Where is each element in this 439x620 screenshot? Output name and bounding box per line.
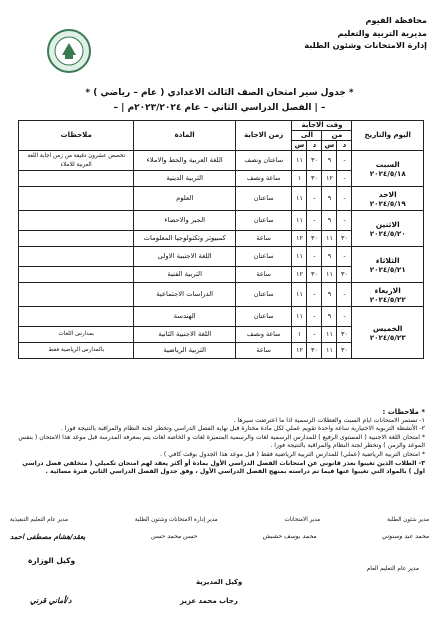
duration-cell: ساعة: [235, 267, 292, 283]
from-minutes-cell: -: [337, 187, 352, 211]
notes-cell: [19, 247, 134, 267]
to-hours-cell: ١: [292, 327, 307, 343]
day-date: ٢٠٢٤/٥/١٩: [369, 198, 406, 208]
duration-cell: ساعة ونصف: [235, 171, 292, 187]
from-minutes-cell: -: [337, 211, 352, 231]
notes-cell: [19, 231, 134, 247]
notes-cell: [19, 171, 134, 187]
subject-cell: اللغة العربية والخط والاملاء: [134, 151, 236, 171]
col-header-time: وقت الاجابة: [292, 121, 352, 131]
table-row: [19, 151, 424, 171]
day-name: الاربعاء: [374, 285, 401, 295]
from-hours-cell: ١٢: [322, 171, 337, 187]
signature-name: حسن محمد حسن: [150, 533, 198, 540]
note-item: * امتحان التربية الرياضية (عملي) للمدارس التربية الرياضية فقط ( قبل موعد هذا الجدول بوقت كافي ) .: [159, 450, 425, 458]
from-hours-cell: ٩: [322, 151, 337, 171]
duration-cell: ساعتان: [235, 211, 292, 231]
subject-cell: التربية الفنية: [134, 267, 236, 283]
to-hours-cell: ١٢: [292, 267, 307, 283]
to-hours-cell: ١١: [292, 151, 307, 171]
duration-cell: ساعتان: [235, 247, 292, 267]
day-name: الثلاثاء: [375, 255, 400, 265]
day-date: ٢٠٢٤/٥/٢٢: [369, 294, 406, 304]
day-cell: [352, 307, 424, 359]
from-hours-cell: ٩: [322, 187, 337, 211]
col-header-subject: المادة: [134, 121, 236, 151]
duration-cell: ساعة ونصف: [235, 327, 292, 343]
note-item: ٣- الطلاب الذين تغيبوا بعذر قانوني عن امتحانات الفصل الدراسي الأول بمادة أو أكثر يعقد لهم امتحان تكميلي ( متخلفي فصل دراسي اول ) بالمواد التي تغيبوا عنها فيما تم دراسته بمنهج الفصل الدراسي الأول ، وفق جدول الفصل الدراسي الثاني فترة مسائية .: [22, 459, 425, 476]
from-minutes-cell: ٣٠: [337, 343, 352, 359]
signature-name-undersecretary: د/أماني قرني: [30, 596, 72, 605]
table-row: [19, 247, 424, 267]
col-header-to-minutes: د: [307, 141, 322, 151]
signature-name: محمد عيد وسنوتي: [382, 533, 429, 540]
to-hours-cell: ١١: [292, 187, 307, 211]
from-hours-cell: ١١: [322, 231, 337, 247]
signature-name: محمد يوسف حشيش: [262, 533, 317, 540]
from-hours-cell: ٩: [322, 247, 337, 267]
directorate-seal-logo: [46, 28, 92, 74]
header-line-exams-admin: إدارة الامتحانات وشئون الطلبة: [304, 40, 427, 50]
table-row: [19, 187, 424, 211]
to-minutes-cell: -: [307, 211, 322, 231]
day-cell: [352, 151, 424, 187]
day-name: الخميس: [372, 323, 403, 333]
col-header-notes: ملاحظات: [19, 121, 134, 151]
to-hours-cell: ١: [292, 171, 307, 187]
subject-cell: العلوم: [134, 187, 236, 211]
to-minutes-cell: ٣٠: [307, 343, 322, 359]
notes-cell: [19, 267, 134, 283]
from-minutes-cell: -: [337, 151, 352, 171]
day-date: ٢٠٢٤/٥/٢٠: [369, 228, 406, 238]
subject-cell: الجبر والاحصاء: [134, 211, 236, 231]
from-minutes-cell: ٣٠: [337, 231, 352, 247]
subject-cell: اللغة الاجنبية الاولى: [134, 247, 236, 267]
table-row: [19, 307, 424, 327]
to-hours-cell: ١١: [292, 283, 307, 307]
signature-name: يعقد/هشام مصطفى احمد: [10, 533, 86, 541]
from-hours-cell: ٩: [322, 307, 337, 327]
notes-cell: تخصص عشرون دقيقة من زمن اجابة اللغة العربية للاملاء: [19, 151, 134, 171]
day-date: ٢٠٢٤/٥/٢١: [369, 264, 406, 274]
schedule-title: * جدول سير امتحان الصف الثالث الاعدادي ( عام – رياضي ) *: [85, 88, 354, 98]
duration-cell: ساعتان: [235, 283, 292, 307]
day-cell: [352, 283, 424, 307]
from-minutes-cell: -: [337, 171, 352, 187]
to-hours-cell: ١١: [292, 307, 307, 327]
signature-names-row: [10, 533, 429, 541]
subject-cell: التربية الدينية: [134, 171, 236, 187]
from-hours-cell: ١١: [322, 267, 337, 283]
subject-cell: التربية الرياضية: [134, 343, 236, 359]
signature-name-deputy: رجاب محمد عزيز: [180, 597, 238, 605]
schedule-body: [19, 151, 424, 359]
col-header-day: اليوم والتاريخ: [352, 121, 424, 151]
from-minutes-cell: ٣٠: [337, 327, 352, 343]
signature-title: مدير عام التعليم التنفيذية: [10, 517, 68, 523]
to-minutes-cell: -: [307, 247, 322, 267]
to-hours-cell: ١١: [292, 247, 307, 267]
to-minutes-cell: -: [307, 283, 322, 307]
col-header-to-hours: س: [292, 141, 307, 151]
day-name: السبت: [375, 159, 400, 169]
duration-cell: ساعتان ونصف: [235, 151, 292, 171]
header-line-directorate: مديرية التربية والتعليم: [337, 27, 427, 38]
duration-cell: ساعتان: [235, 187, 292, 211]
subject-cell: الهندسة: [134, 307, 236, 327]
table-row: [19, 283, 424, 307]
day-date: ٢٠٢٤/٥/٢٣: [369, 332, 406, 342]
note-item: ٢- الأنشطة التربوية الاختيارية ساعة واحدة تقويم عملي لكل مادة مختارة قبل نهاية الفصل الدراسي وتخطر لجنة النظام والمراقبة بالنتيجة فورا .: [60, 425, 425, 433]
day-cell: [352, 187, 424, 211]
from-minutes-cell: -: [337, 247, 352, 267]
notes-cell: [19, 187, 134, 211]
subject-cell: الدراسات الاجتماعية: [134, 283, 236, 307]
subject-cell: اللغة الاجنبية الثانية: [134, 327, 236, 343]
day-date: ٢٠٢٤/٥/١٨: [369, 168, 406, 178]
from-hours-cell: ١١: [322, 343, 337, 359]
day-name: الاثنين: [375, 219, 400, 229]
notes-cell: بالمدارس الرياضية فقط: [19, 343, 134, 359]
from-minutes-cell: -: [337, 307, 352, 327]
signature-deputy-title: وكيل المديرية: [196, 578, 243, 586]
to-minutes-cell: ٣٠: [307, 267, 322, 283]
duration-cell: ساعة: [235, 343, 292, 359]
signature-title: مدير الامتحانات: [284, 517, 321, 523]
col-header-from-minutes: د: [337, 141, 352, 151]
from-hours-cell: ٩: [322, 211, 337, 231]
duration-cell: ساعة: [235, 231, 292, 247]
to-minutes-cell: -: [307, 307, 322, 327]
duration-cell: ساعتان: [235, 307, 292, 327]
from-hours-cell: ١١: [322, 327, 337, 343]
header-line-governorate: محافظة الفيوم: [365, 15, 427, 25]
table-row: [19, 211, 424, 231]
col-header-to: الى: [292, 131, 322, 141]
signature-general-director-title: مدير عام التعليم العام: [366, 566, 419, 572]
day-name: الاحد: [378, 189, 397, 199]
col-header-duration: زمن الاجابة: [235, 121, 292, 151]
notes-cell: [19, 211, 134, 231]
signature-titles-row: [10, 517, 429, 523]
schedule-subtitle: – | الفصل الدراسي الثاني – عام ٢٠٢٣/٢٠٢٤م | –: [113, 103, 326, 113]
to-minutes-cell: ٣٠: [307, 151, 322, 171]
to-hours-cell: ١٢: [292, 231, 307, 247]
directorate-header: [257, 14, 427, 52]
signature-undersecretary-title: وكيل الوزارة: [28, 556, 76, 565]
day-cell: [352, 247, 424, 283]
to-hours-cell: ١١: [292, 211, 307, 231]
notes-section: [14, 408, 425, 477]
from-minutes-cell: -: [337, 283, 352, 307]
notes-heading: * ملاحظات :: [382, 408, 425, 416]
to-minutes-cell: ٣٠: [307, 231, 322, 247]
notes-cell: [19, 307, 134, 327]
signature-title: مدير شئون الطلبة: [387, 517, 429, 523]
to-minutes-cell: -: [307, 327, 322, 343]
to-minutes-cell: ٣٠: [307, 171, 322, 187]
day-cell: [352, 211, 424, 247]
col-header-from-hours: س: [322, 141, 337, 151]
notes-cell: بمدارس اللغات: [19, 327, 134, 343]
signature-title: مدير إدارة الامتحانات وشئون الطلبة: [134, 517, 218, 523]
from-minutes-cell: ٣٠: [337, 267, 352, 283]
to-minutes-cell: -: [307, 187, 322, 211]
notes-cell: [19, 283, 134, 307]
schedule-table: [18, 120, 424, 359]
from-hours-cell: ٩: [322, 283, 337, 307]
subject-cell: كمبيوتر وتكنولوجيا المعلومات: [134, 231, 236, 247]
note-item: ١- تستمر الامتحانات ايام السبت والعطلات الرسمية اذا ما اعترضت سيرها .: [233, 416, 425, 424]
col-header-from: من: [322, 131, 352, 141]
note-item: * امتحان اللغة الاجنبية ( المستوى الرفيع ) للمدارس الرسمية لغات والرسمية المتميزة لغات و الخاصة لغات يتم بمعرفة المدرسة قبل موعد هذا الامتحان ( بنفس الموعد والزمن ) وتخطر لجنة النظام والمراقبة بالنتيجة فورا .: [18, 433, 425, 450]
to-hours-cell: ١٢: [292, 343, 307, 359]
